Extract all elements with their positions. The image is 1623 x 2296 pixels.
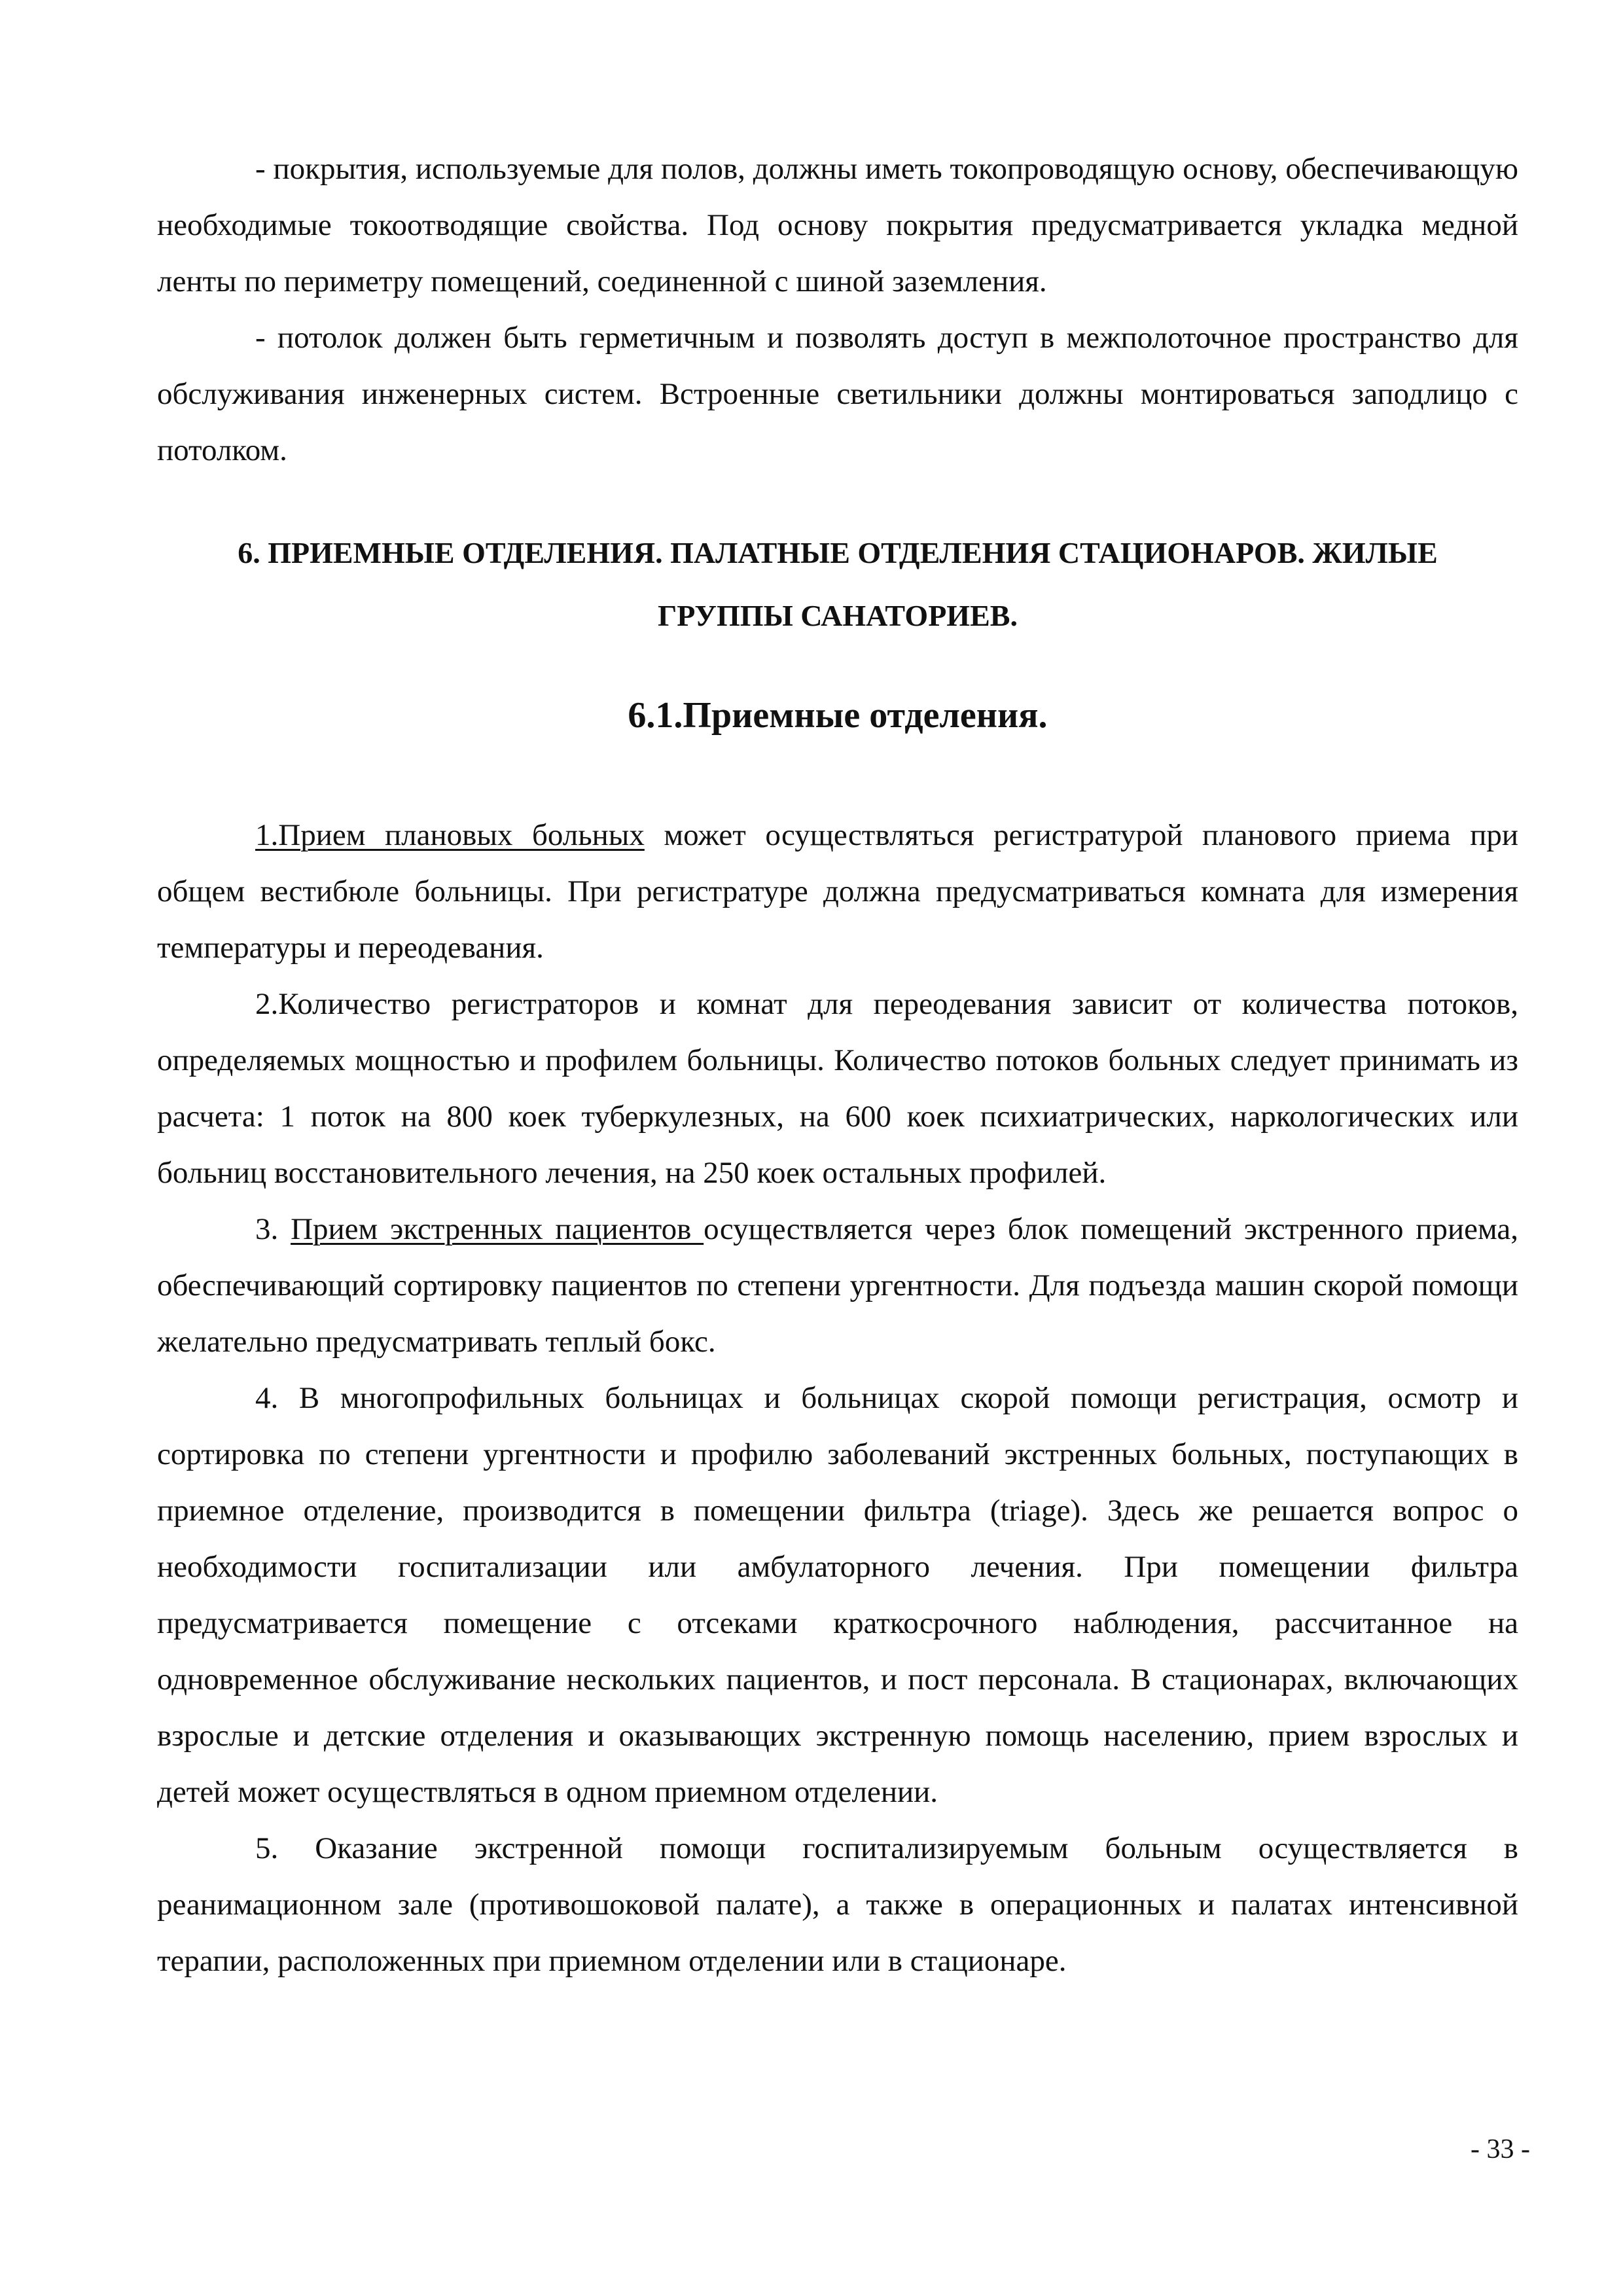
item-3-underlined-heading: Прием экстренных пациентов xyxy=(291,1212,704,1246)
item-2-text: Количество регистраторов и комнат для переодевания зависит от количества потоков, определяемых мощностью и профилем больницы. Количество потоков больных следует принимать из расчета: 1 поток на 800 коек туберкулезных, на 600 коек психиатрических, наркологических или больниц восстановительного лечения, на 250 коек остальных профилей. xyxy=(157,987,1518,1190)
item-5-paragraph xyxy=(157,1820,1518,1989)
item-1-underlined-heading: 1.Прием плановых больных xyxy=(255,818,645,852)
item-3-paragraph xyxy=(157,1201,1518,1370)
item-3-number: 3. xyxy=(255,1212,291,1246)
item-5-number: 5. xyxy=(255,1831,315,1865)
intro-paragraph-floor-text: - покрытия, используемые для полов, должны иметь токопроводящую основу, обеспечивающую необходимые токоотводящие свойства. Под основу покрытия предусматривается укладка медной ленты по периметру помещений, соединенной с шиной заземления. xyxy=(157,152,1518,298)
intro-paragraph-ceiling xyxy=(157,310,1518,478)
intro-paragraph-floor xyxy=(157,141,1518,310)
intro-paragraph-ceiling-text: - потолок должен быть герметичным и позволять доступ в межполоточное пространство для обслуживания инженерных систем. Встроенные светильники должны монтироваться заподлицо с потолком. xyxy=(157,321,1518,467)
section-title-line1: 6. ПРИЕМНЫЕ ОТДЕЛЕНИЯ. ПАЛАТНЫЕ ОТДЕЛЕНИЯ СТАЦИОНАРОВ. ЖИЛЫЕ xyxy=(238,536,1438,569)
item-2-number: 2. xyxy=(255,987,279,1021)
item-5-text: Оказание экстренной помощи госпитализируемым больным осуществляется в реанимационном зале (противошоковой палате), а также в операционных и палатах интенсивной терапии, расположенных при приемном отделении или в стационаре. xyxy=(157,1831,1519,1978)
item-4-paragraph xyxy=(157,1370,1518,1820)
subsection-title: 6.1.Приемные отделения. xyxy=(628,695,1048,736)
item-4-text: В многопрофильных больницах и больницах скорой помощи регистрация, осмотр и сортировка по степени ургентности и профилю заболеваний экстренных больных, поступающих в приемное отделение, производится в помещении фильтра (triage). Здесь же решается вопрос о необходимости госпитализации или амбулаторного лечения. При помещении фильтра предусматривается помещение с отсеками краткосрочного наблюдения, рассчитанное на одновременное обслуживание нескольких пациентов, и пост персонала. В стационарах, включающих взрослые и детские отделения и оказывающих экстренную помощь населению, прием взрослых и детей может осуществляться в одном приемном отделении. xyxy=(157,1381,1519,1809)
item-3-text: осуществляется через блок помещений экстренного приема, обеспечивающий сортировку пациентов по степени ургентности. Для подъезда машин скорой помощи желательно предусматривать теплый бокс. xyxy=(157,1212,1519,1359)
item-4-number: 4. xyxy=(255,1381,299,1415)
section-title xyxy=(157,522,1518,647)
item-1-paragraph xyxy=(157,807,1518,976)
page-number: - 33 - xyxy=(1471,2134,1530,2164)
item-1-text: может осуществляться регистратурой планового приема при общем вестибюле больницы. При регистратуре должна предусматриваться комната для измерения температуры и переодевания. xyxy=(157,818,1519,965)
section-title-line2: ГРУППЫ САНАТОРИЕВ. xyxy=(658,599,1018,632)
page-content xyxy=(157,141,1518,1989)
item-2-paragraph xyxy=(157,976,1518,1201)
